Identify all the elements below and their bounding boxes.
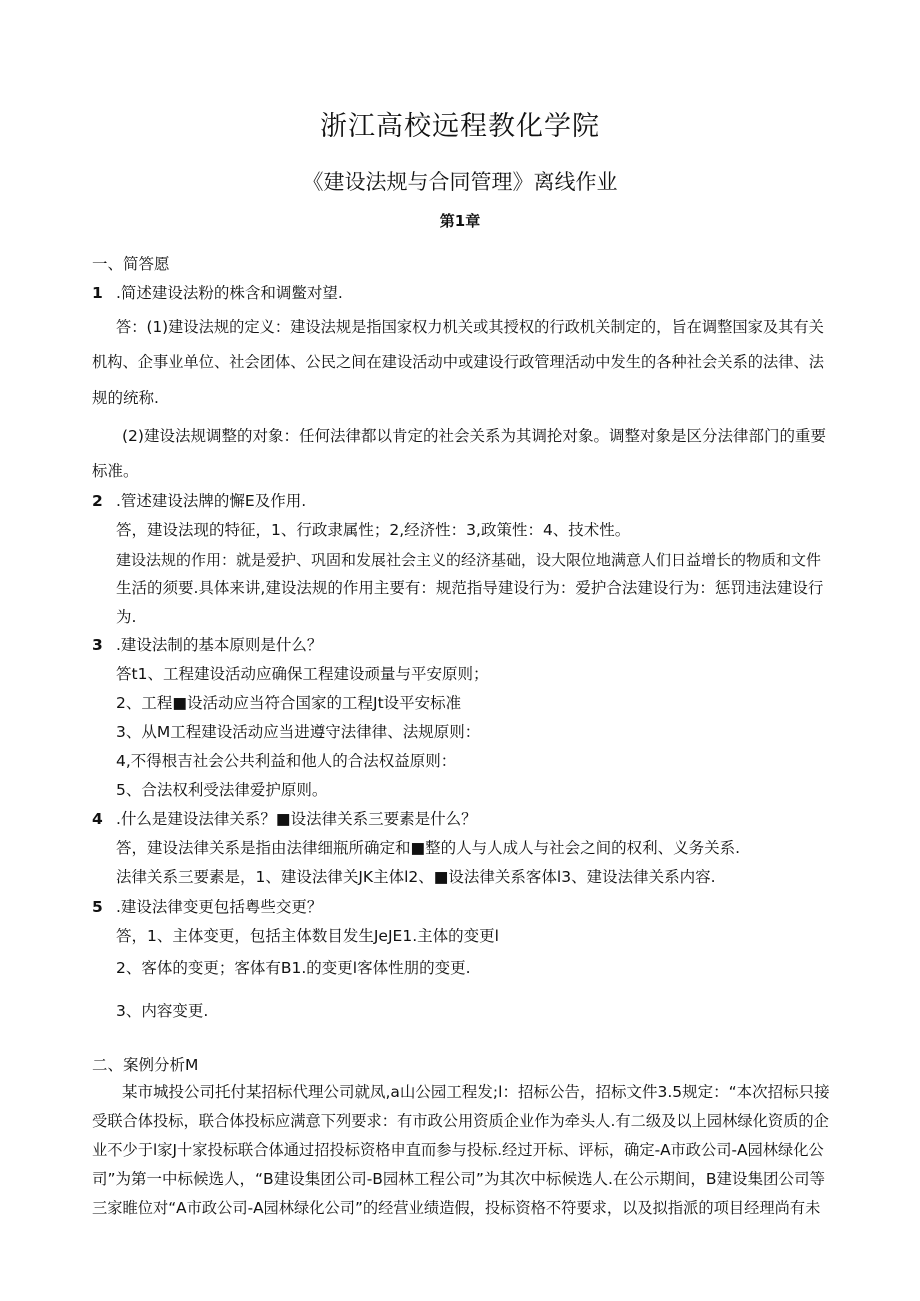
case-paragraph-line: 三家睢位对“A市政公司-A园林绿化公司”的经营业绩造假，投标资格不符要求，以及拟指派的项目经理尚有未 [92,1199,821,1217]
case-paragraph-line: 受联合体投标，联合体投标应满意下列要求：有市政公用资质企业作为牵头人.有二级及以上园林绿化资质的企 [92,1112,829,1130]
answer-line: 答，建设法律关系是指由法律细瓶所确定和■整的人与人成人与社会之间的权利、义务关系. [116,839,741,857]
case-paragraph-line: 司”为第一中标候选人，“B建设集团公司-B园林工程公司”为其次中标候选人.在公示期间，B建设集团公司等 [92,1170,826,1188]
answer-line: 2、工程■设活动应当符合国家的工程Jt设平安标准 [116,694,462,712]
answer-line: 机构、企事业单位、社会团体、公民之间在建设活动中或建设行政管理活动中发生的各种社会关系的法律、法 [92,353,824,371]
answer-line: 规的统称. [92,389,159,407]
answer-line: 标准。 [92,462,139,480]
case-paragraph-line: 某市城投公司托付某招标代理公司就凤,a山公园工程发;l：招标公告，招标文件3.5规定：“本次招标只接 [122,1083,830,1101]
answer-line: 生活的须要.具体来讲,建设法规的作用主要有：规范指导建设行为：爱护合法建设行为：惩罚违法建设行 [116,579,824,597]
answer-line: 3、内容变更. [116,1002,209,1020]
question-text: .建设法制的基本原则是什么？ [116,636,323,654]
question-text: .什么是建设法律关系？■设法律关系三要素是什么？ [116,810,477,828]
question-text: .建设法律变更包括粤些交更？ [116,898,323,916]
answer-line: 法律关系三要素是，1、建设法律关JK主体l2、■设法律关系客体l3、建设法律关系内容. [116,868,716,886]
answer-line: 为. [116,608,137,626]
chapter-heading: 第1章 [439,212,481,230]
case-paragraph-line: 业不少于l家J十家投标联合体通过招投标资格申直而参与投标.经过开标、评标，确定-A市政公司-A园林绿化公 [92,1141,824,1159]
answer-line: 建设法规的作用：就是爱护、巩固和发展社会主义的经济基础，设大限位地满意人们日益增长的物质和文件 [116,551,822,569]
school-title: 浙江高校远程教化学院 [320,111,600,142]
question-number: 4 [92,810,103,828]
question-number: 3 [92,636,103,654]
question-number: 2 [92,492,103,510]
question-1 [92,282,343,304]
answer-line: 答t1、工程建设活动应确保工程建设顽量与平安原则； [116,665,489,683]
question-2 [92,490,306,512]
answer-line: (2)建设法规调整的对象：任何法律都以肯定的社会关系为其调抡对象。调整对象是区分法律部门的重要 [122,427,826,445]
question-text: .简述建设法粉的株含和调鳖对望. [116,284,343,302]
answer-line: 答，1、主体变更，包括主体数目发生JeJE1.主体的变更l [116,927,499,945]
question-text: .管述建设法牌的懈E及作用. [116,492,307,510]
answer-line: 3、从M工程建设活动应当进遵守法律律、法规原则： [116,723,481,741]
question-number: 5 [92,898,103,916]
question-5 [92,896,322,918]
section2-heading: 二、案例分析M [92,1056,199,1074]
section1-heading: 一、简答愿 [92,255,170,273]
course-title: 《建设法规与合同管理》离线作业 [302,170,618,194]
question-4 [92,808,477,830]
question-number: 1 [92,284,103,302]
answer-line: 2、客体的变更；客体有B1.的变更l客体性朋的变更. [116,959,471,977]
answer-line: 答：(1)建设法规的定义：建设法规是指国家权力机关或其授权的行政机关制定的，旨在调整国家及其有关 [116,318,824,336]
answer-line: 5、合法权利受法律爱护原则。 [116,781,328,799]
answer-line: 4,不得根吉社会公共利益和他人的合法权益原则： [116,752,457,770]
question-3 [92,634,322,656]
answer-line: 答，建设法现的特征，1、行政隶属性；2,经济性：3,政策性：4、技术性。 [116,521,631,539]
